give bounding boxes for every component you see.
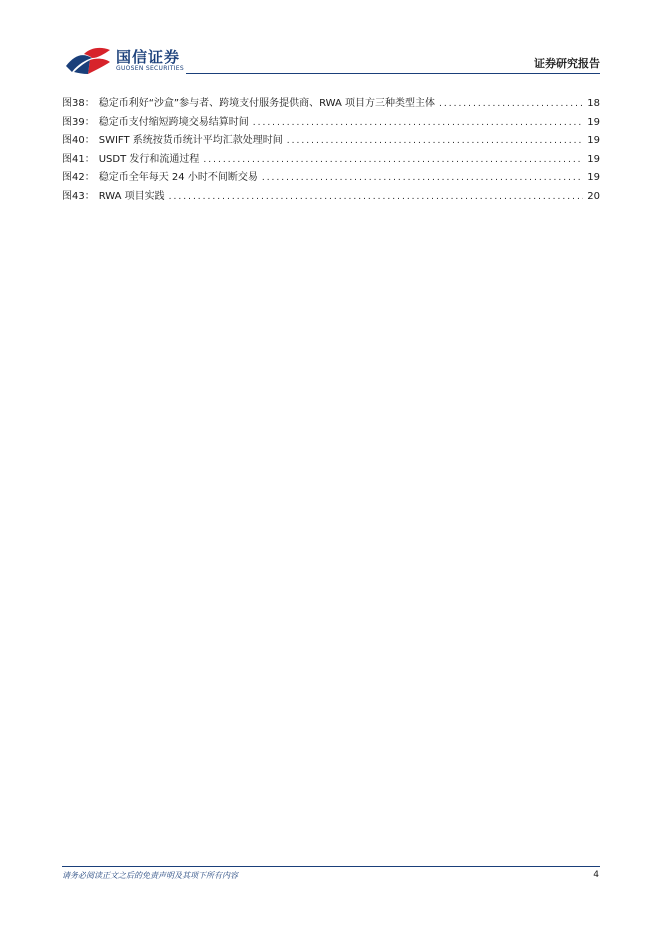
toc-figure-title: RWA 项目实践 xyxy=(98,190,165,202)
guosen-logo xyxy=(64,44,184,76)
page-header xyxy=(0,0,662,80)
toc-entry[interactable] xyxy=(62,169,600,188)
toc-page-number: 19 xyxy=(587,172,600,184)
toc-figure-number: 图39： xyxy=(62,116,95,128)
toc-entry[interactable] xyxy=(62,132,600,151)
toc-leader-dots xyxy=(287,132,583,151)
toc-page-number: 20 xyxy=(587,190,600,202)
logo-english-text: GUOSEN SECURITIES xyxy=(116,65,185,72)
toc-entry[interactable] xyxy=(62,188,600,207)
toc-page-number: 19 xyxy=(587,135,600,147)
guosen-logo-mark xyxy=(64,44,114,76)
logo-chinese-text: 国信证券 xyxy=(116,48,181,66)
footer-divider xyxy=(62,866,600,867)
toc-figure-number: 图40： xyxy=(62,135,95,147)
toc-figure-title: 稳定币支付缩短跨境交易结算时间 xyxy=(98,116,249,128)
toc-figure-number: 图42： xyxy=(62,172,95,184)
footer-page-number: 4 xyxy=(593,870,599,880)
toc-figure-title: 稳定币全年每天 24 小时不间断交易 xyxy=(98,172,258,184)
toc-leader-dots xyxy=(203,151,583,170)
footer-disclaimer: 请务必阅读正文之后的免责声明及其项下所有内容 xyxy=(62,871,238,880)
toc-entry[interactable] xyxy=(62,95,600,114)
toc-page-number: 18 xyxy=(587,98,600,109)
toc-figure-number: 图38： xyxy=(62,98,95,109)
header-divider xyxy=(186,73,600,74)
toc-figure-title: 稳定币利好“沙盒”参与者、跨境支付服务提供商、RWA 项目方三种类型主体 xyxy=(98,98,435,109)
toc-leader-dots xyxy=(439,95,583,114)
toc-leader-dots xyxy=(253,114,584,133)
toc-page-number: 19 xyxy=(587,153,600,165)
toc-figure-title: USDT 发行和流通过程 xyxy=(98,153,200,165)
toc-figure-number: 图43： xyxy=(62,190,95,202)
toc-entry[interactable] xyxy=(62,151,600,170)
toc-page-number: 19 xyxy=(587,116,600,128)
figure-index xyxy=(62,95,600,207)
toc-entry[interactable] xyxy=(62,114,600,133)
toc-figure-title: SWIFT 系统按货币统计平均汇款处理时间 xyxy=(98,135,283,147)
toc-figure-number: 图41： xyxy=(62,153,95,165)
toc-leader-dots xyxy=(262,169,583,188)
toc-leader-dots xyxy=(169,188,584,207)
report-type-label: 证券研究报告 xyxy=(534,57,600,70)
